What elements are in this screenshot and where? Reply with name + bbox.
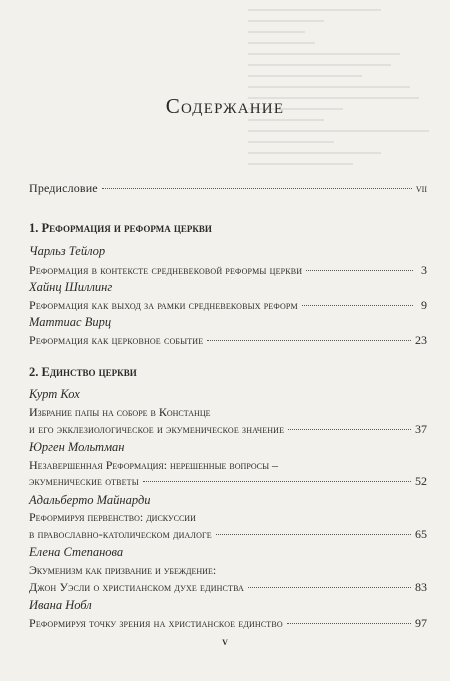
toc-entry-line: Незавершенная Реформация: нерешенные вопросы –	[29, 458, 279, 472]
toc-entry-title: Реформируя точку зрения на христианское единство	[29, 616, 283, 630]
page-number: 97	[415, 616, 427, 630]
toc-entry[interactable]	[29, 527, 427, 542]
toc-entry-title: Реформация в контексте средневековой реформы церкви	[29, 263, 303, 277]
leader-dots	[287, 623, 411, 624]
toc-entry-line: Реформируя первенство: дискуссии	[29, 510, 196, 524]
toc-entry-title: Предисловие	[29, 181, 98, 195]
entry-author: Ивана Нобл	[29, 598, 92, 612]
entry-author: Курт Кох	[29, 387, 80, 401]
leader-dots	[102, 188, 412, 189]
page-number: 3	[421, 263, 427, 277]
leader-dots	[306, 270, 413, 271]
leader-dots	[248, 587, 411, 588]
page-title: Содержание	[165, 94, 285, 118]
leader-dots	[288, 429, 411, 430]
section-heading: 1. Реформация и реформа церкви	[29, 221, 212, 235]
entry-author: Елена Степанова	[29, 545, 124, 559]
section-heading: 2. Единство церкви	[29, 365, 137, 379]
toc-entry-line: Экуменизм как призвание и убеждение:	[29, 563, 217, 577]
toc-entry[interactable]	[29, 616, 427, 631]
toc-entry[interactable]	[29, 580, 427, 595]
toc-entry-title: Реформация как церковное событие	[29, 333, 204, 347]
toc-entry-title: Реформация как выход за рамки средневековых реформ	[29, 298, 298, 312]
toc-entry-preface[interactable]	[29, 181, 427, 196]
toc-entry[interactable]	[29, 422, 427, 437]
toc-entry[interactable]	[29, 298, 427, 313]
toc-entry[interactable]	[29, 263, 427, 278]
toc-entry[interactable]	[29, 474, 427, 489]
leader-dots	[207, 340, 411, 341]
entry-author: Юрген Мольтман	[29, 440, 125, 454]
toc-entry-title: экуменические ответы	[29, 474, 139, 488]
page-folio: v	[222, 634, 228, 648]
entry-author: Чарльз Тейлор	[29, 244, 106, 258]
page-number: 37	[415, 422, 427, 436]
toc-entry-title: и его экклезиологическое и экуменическое значение	[29, 422, 285, 436]
toc-entry-line: Избрание папы на соборе в Констанце	[29, 405, 211, 419]
page-number: 83	[415, 580, 427, 594]
leader-dots	[216, 534, 411, 535]
leader-dots	[302, 305, 413, 306]
toc-entry[interactable]	[29, 333, 427, 348]
toc-entry-title: в православно-католическом диалоге	[29, 527, 212, 541]
bleed-through-text	[248, 0, 438, 260]
entry-author: Хайнц Шиллинг	[29, 280, 113, 294]
page-number: 65	[415, 527, 427, 541]
page-number: 52	[415, 474, 427, 488]
page-number: 23	[415, 333, 427, 347]
toc-entry-title: Джон Уэсли о христианском духе единства	[29, 580, 244, 594]
page-number: 9	[421, 298, 427, 312]
leader-dots	[143, 481, 411, 482]
page-number: vii	[415, 181, 427, 195]
entry-author: Адальберто Майнарди	[29, 493, 151, 507]
entry-author: Маттиас Вирц	[29, 315, 112, 329]
